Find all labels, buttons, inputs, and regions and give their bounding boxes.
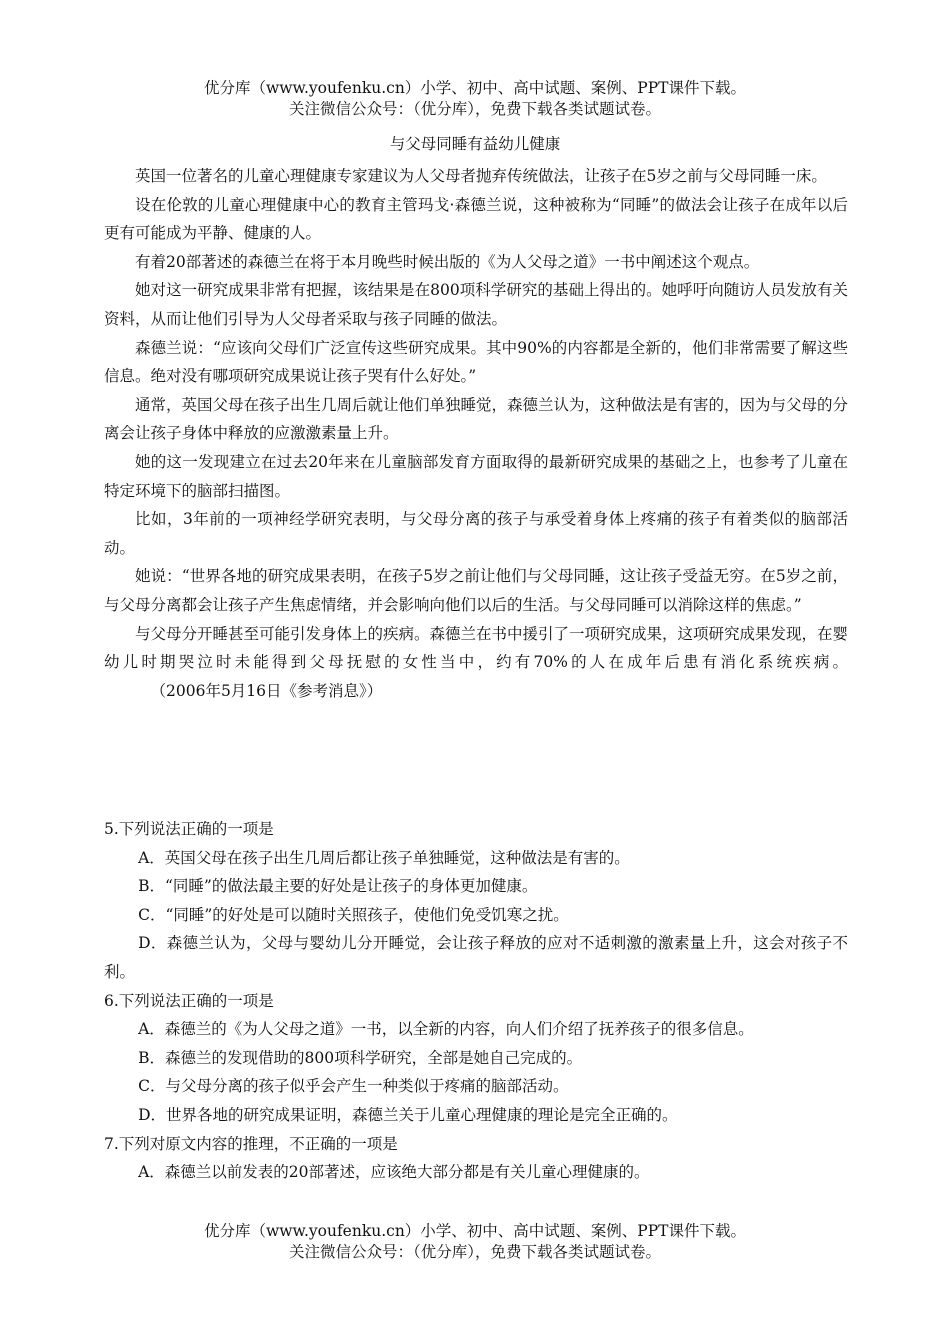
header-line-1: 优分库（www.youfenku.cn）小学、初中、高中试题、案例、PPT课件下载。 bbox=[203, 79, 747, 97]
article-paragraph-10 bbox=[104, 620, 848, 706]
article-paragraph-2: 设在伦敦的儿童心理健康中心的教育主管玛戈·森德兰说，这种被称为“同睡”的做法会让孩子在成年以后更有可能成为平静、健康的人。 bbox=[104, 195, 848, 243]
question-section bbox=[104, 815, 848, 1187]
question-5 bbox=[104, 815, 848, 987]
question-7-stem: 7.下列对原文内容的推理，不正确的一项是 bbox=[104, 1134, 398, 1153]
question-6-option-a: A．森德兰的《为人父母之道》一书，以全新的内容，向人们介绍了抚养孩子的很多信息。 bbox=[138, 1020, 754, 1039]
question-5-option-c: C．“同睡”的好处是可以随时关照孩子，使他们免受饥寒之扰。 bbox=[138, 905, 569, 924]
question-6-stem: 6.下列说法正确的一项是 bbox=[104, 991, 274, 1010]
footer-line-1: 优分库（www.youfenku.cn）小学、初中、高中试题、案例、PPT课件下载。 bbox=[203, 1222, 747, 1240]
question-5-stem: 5.下列说法正确的一项是 bbox=[104, 820, 274, 838]
article-paragraph-10-text: 与父母分开睡甚至可能引发身体上的疾病。森德兰在书中援引了一项研究成果，这项研究成果发现，在婴幼儿时期哭泣时未能得到父母抚慰的女性当中，约有70%的人在成年后患有消化系统疾病。 bbox=[104, 624, 849, 672]
article-paragraph-6: 通常，英国父母在孩子出生几周后就让他们单独睡觉，森德兰认为，这种做法是有害的，因为与父母的分离会让孩子身体中释放的应激激素量上升。 bbox=[104, 395, 849, 443]
article-source: （2006年5月16日《参考消息》） bbox=[158, 681, 383, 700]
question-7 bbox=[104, 1130, 848, 1187]
article-paragraph-3: 有着20部著述的森德兰在将于本月晚些时候出版的《为人父母之道》一书中阐述这个观点。 bbox=[135, 252, 760, 271]
question-5-option-d: D．森德兰认为，父母与婴幼儿分开睡觉，会让孩子释放的应对不适刺激的激素量上升，这会对孩子不利。 bbox=[104, 934, 848, 981]
article-title: 与父母同睡有益幼儿健康 bbox=[389, 135, 561, 153]
question-6-option-c: C．与父母分离的孩子似乎会产生一种类似于疼痛的脑部活动。 bbox=[138, 1077, 569, 1096]
article-paragraph-1: 英国一位著名的儿童心理健康专家建议为人父母者抛弃传统做法，让孩子在5岁之前与父母同睡一床。 bbox=[135, 167, 827, 185]
question-6 bbox=[104, 987, 848, 1130]
article-paragraph-8: 比如，3年前的一项神经学研究表明，与父母分离的孩子与承受着身体上疼痛的孩子有着类似的脑部活动。 bbox=[104, 510, 848, 557]
article-paragraph-9: 她说：“世界各地的研究成果表明，在孩子5岁之前让他们与父母同睡，这让孩子受益无穷。在5岁之前，与父母分离都会让孩子产生焦虑情绪，并会影响向他们以后的生活。与父母同睡可以消除这样的焦虑。” bbox=[104, 567, 848, 614]
article-paragraph-4: 她对这一研究成果非常有把握，该结果是在800项科学研究的基础上得出的。她呼吁向随访人员发放有关资料，从而让他们引导为人父母者采取与孩子同睡的做法。 bbox=[104, 281, 848, 328]
question-7-option-a: A．森德兰以前发表的20部著述，应该绝大部分都是有关儿童心理健康的。 bbox=[138, 1163, 650, 1182]
question-5-option-a: A．英国父母在孩子出生几周后都让孩子单独睡觉，这种做法是有害的。 bbox=[138, 848, 630, 867]
article-body bbox=[104, 162, 848, 705]
article-paragraph-5: 森德兰说：“应该向父母们广泛宣传这些研究成果。其中90%的内容都是全新的，他们非常需要了解这些信息。绝对没有哪项研究成果说让孩子哭有什么好处。” bbox=[104, 338, 848, 386]
page-footer bbox=[0, 1221, 950, 1263]
question-6-option-d: D．世界各地的研究成果证明，森德兰关于儿童心理健康的理论是完全正确的。 bbox=[138, 1105, 678, 1124]
article-paragraph-7: 她的这一发现建立在过去20年来在儿童脑部发育方面取得的最新研究成果的基础之上，也参考了儿童在特定环境下的脑部扫描图。 bbox=[104, 452, 848, 500]
header-line-2: 关注微信公众号：（优分库），免费下载各类试题试卷。 bbox=[288, 100, 661, 118]
page-header bbox=[0, 78, 950, 120]
question-5-option-b: B．“同睡”的做法最主要的好处是让孩子的身体更加健康。 bbox=[138, 877, 538, 896]
footer-line-2: 关注微信公众号：（优分库），免费下载各类试题试卷。 bbox=[288, 1243, 661, 1261]
question-6-option-b: B．森德兰的发现借助的800项科学研究，全部是她自己完成的。 bbox=[138, 1048, 583, 1067]
